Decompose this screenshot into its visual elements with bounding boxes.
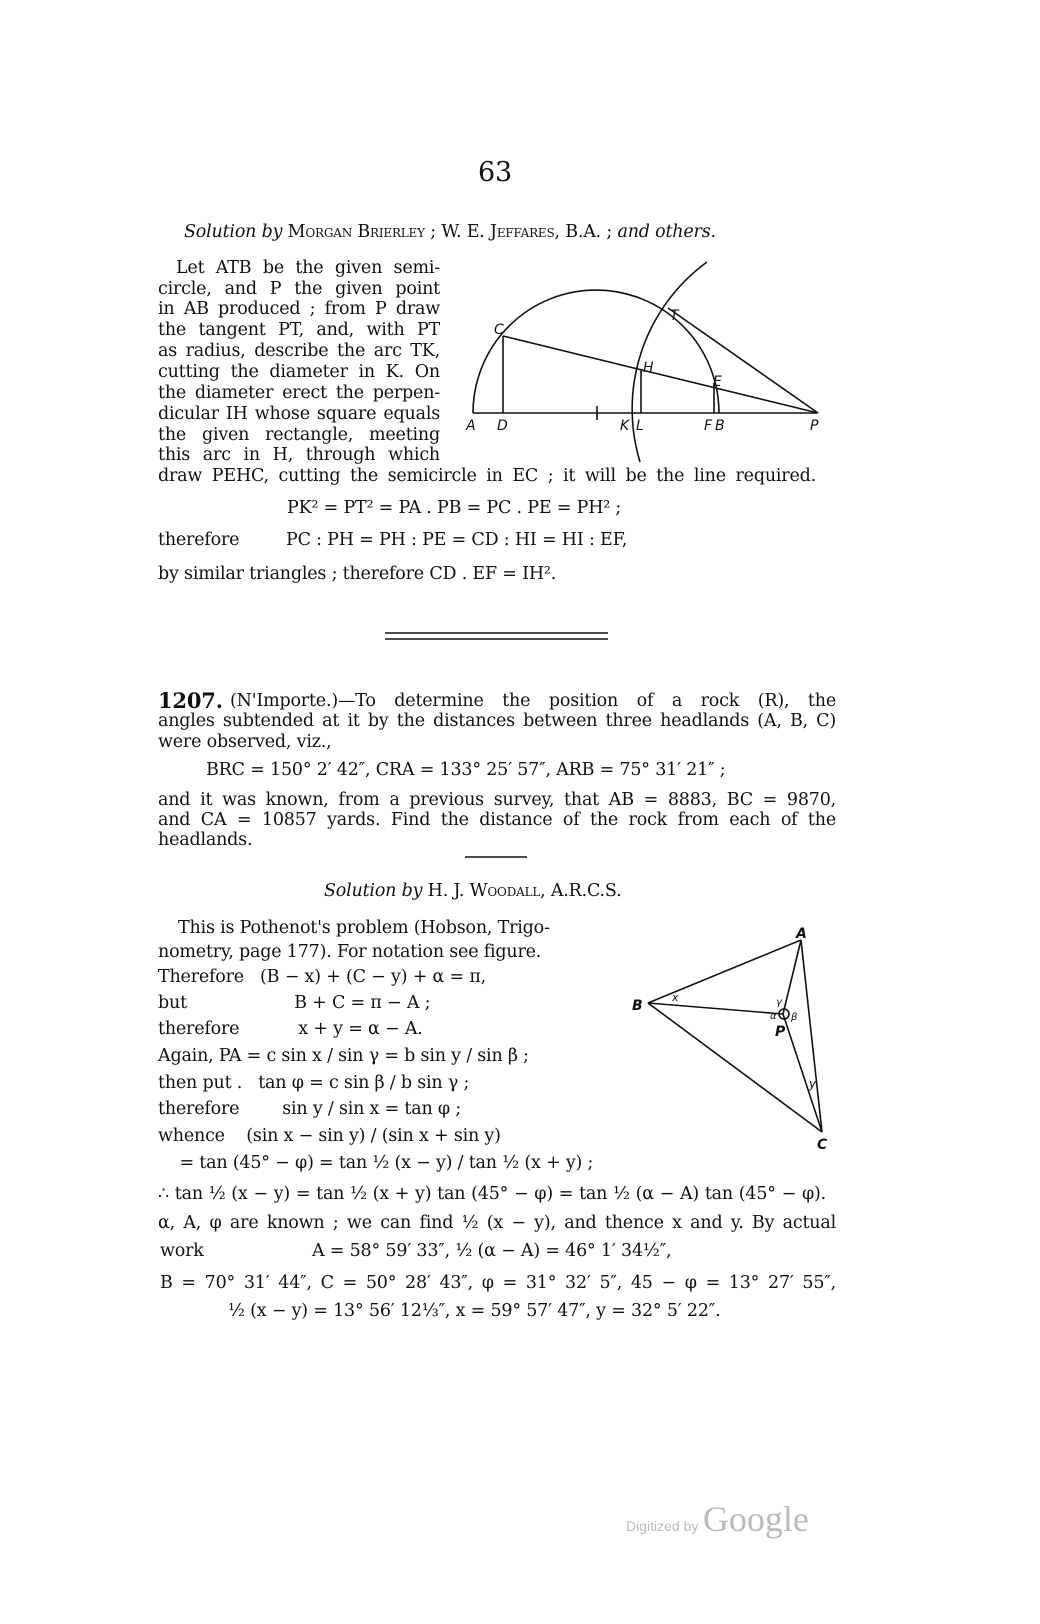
text-line: ∴ tan ½ (x − y) = tan ½ (x + y) tan (45° − φ) = tan ½ (α − A) tan (45° − φ). bbox=[158, 1184, 826, 1204]
label: K bbox=[620, 418, 630, 434]
byline-prefix: Solution by bbox=[324, 881, 423, 901]
text-line: and CA = 10857 yards. Find the distance of the rock from each of the bbox=[158, 810, 836, 830]
watermark-logo: Google bbox=[702, 1499, 809, 1539]
equation: B = 70° 31′ 44″, C = 50° 28′ 43″, φ = 31° 32′ 5″, 45 − φ = 13° 27′ 55″, bbox=[160, 1273, 836, 1293]
label: F bbox=[704, 418, 713, 434]
semicircle-labels bbox=[465, 308, 819, 434]
label: P bbox=[810, 418, 819, 434]
text-line: Again, PA = c sin x / sin γ = b sin y / sin β ; bbox=[158, 1046, 529, 1066]
label: γ bbox=[776, 997, 782, 1008]
text-line: work bbox=[160, 1241, 204, 1261]
text-line: and it was known, from a previous survey, that AB = 8883, BC = 9870, bbox=[158, 790, 836, 810]
label: A bbox=[796, 926, 807, 942]
text-line: in AB produced ; from P draw bbox=[158, 299, 440, 319]
text-line: angles subtended at it by the distances between three headlands (A, B, C) bbox=[158, 711, 836, 731]
label: α bbox=[770, 1011, 777, 1022]
line-pehc bbox=[503, 336, 818, 413]
label: T bbox=[670, 308, 679, 324]
equation: A = 58° 59′ 33″, ½ (α − A) = 46° 1′ 34½″, bbox=[312, 1241, 672, 1261]
byline-authors: H. J. Woodall, A.R.C.S. bbox=[427, 881, 622, 901]
label: C bbox=[494, 322, 504, 338]
solution-byline-2 bbox=[324, 881, 621, 901]
text-line: the diameter erect the perpen- bbox=[158, 383, 440, 403]
text-line: α, A, φ are known ; we can find ½ (x − y), and thence x and y. By actual bbox=[158, 1213, 836, 1233]
label: P bbox=[775, 1024, 786, 1040]
equation: by similar triangles ; therefore CD . EF = IH². bbox=[158, 564, 557, 584]
label: B bbox=[632, 998, 643, 1014]
problem-number: 1207. bbox=[158, 688, 223, 713]
label: A bbox=[466, 418, 476, 434]
label: L bbox=[636, 418, 644, 434]
equation: BRC = 150° 2′ 42″, CRA = 133° 25′ 57″, ARB = 75° 31′ 21″ ; bbox=[206, 760, 726, 780]
tangent-pt bbox=[668, 308, 818, 413]
byline-suffix: and others. bbox=[617, 222, 716, 242]
label: H bbox=[643, 360, 654, 376]
text-line: this arc in H, through which bbox=[158, 445, 440, 465]
triangle-labels bbox=[632, 926, 828, 1153]
text-line: circle, and P the given point bbox=[158, 279, 440, 299]
page-number: 63 bbox=[478, 157, 512, 188]
label: y bbox=[809, 1077, 817, 1091]
text-line: = tan (45° − φ) = tan ½ (x − y) / tan ½ (x + y) ; bbox=[158, 1153, 594, 1173]
label: x bbox=[672, 991, 679, 1004]
byline-prefix: Solution by bbox=[184, 222, 283, 242]
label: B bbox=[715, 418, 725, 434]
equation-label: therefore bbox=[158, 530, 240, 550]
text-line: dicular IH whose square equals bbox=[158, 404, 440, 424]
text-line: nometry, page 177). For notation see figure. bbox=[158, 942, 542, 962]
text-line: the given rectangle, meeting bbox=[158, 425, 440, 445]
equation: PK² = PT² = PA . PB = PC . PE = PH² ; bbox=[287, 498, 622, 518]
text-line: therefore sin y / sin x = tan φ ; bbox=[158, 1099, 462, 1119]
label: C bbox=[817, 1137, 828, 1153]
text-line: (N'Importe.)—To determine the position of a rock (R), the bbox=[230, 691, 836, 711]
text-line: then put . tan φ = c sin β / b sin γ ; bbox=[158, 1073, 470, 1093]
label: β bbox=[791, 1012, 798, 1023]
text-line: therefore x + y = α − A. bbox=[158, 1019, 423, 1039]
text-line: were observed, viz., bbox=[158, 732, 332, 752]
semicircle-arc bbox=[473, 290, 719, 413]
digitized-by-google-watermark bbox=[626, 1498, 809, 1540]
text-line: draw PEHC, cutting the semicircle in EC ; it will be the line required. bbox=[158, 466, 816, 486]
text-line: headlands. bbox=[158, 830, 253, 850]
text-line: Let ATB be the given semi- bbox=[176, 258, 440, 278]
equation: ½ (x − y) = 13° 56′ 12⅓″, x = 59° 57′ 47″, y = 32° 5′ 22″. bbox=[228, 1301, 721, 1321]
byline-authors: Morgan Brierley ; W. E. Jeffares, B.A. ; bbox=[287, 222, 613, 242]
text-line: whence (sin x − sin y) / (sin x + sin y) bbox=[158, 1126, 501, 1146]
text-line: the tangent PT, and, with PT bbox=[158, 320, 440, 340]
watermark-small: Digitized by bbox=[626, 1518, 699, 1534]
triangle-figure bbox=[648, 940, 822, 1132]
label: E bbox=[713, 374, 722, 390]
text-line: This is Pothenot's problem (Hobson, Trigo- bbox=[178, 918, 550, 938]
text-line: cutting the diameter in K. On bbox=[158, 362, 440, 382]
text-line: but B + C = π − A ; bbox=[158, 993, 431, 1013]
text-line: as radius, describe the arc TK, bbox=[158, 341, 440, 361]
equation: PC : PH = PH : PE = CD : HI = HI : EF, bbox=[286, 530, 628, 550]
label: D bbox=[497, 418, 508, 434]
text-line: Therefore (B − x) + (C − y) + α = π, bbox=[158, 967, 486, 987]
